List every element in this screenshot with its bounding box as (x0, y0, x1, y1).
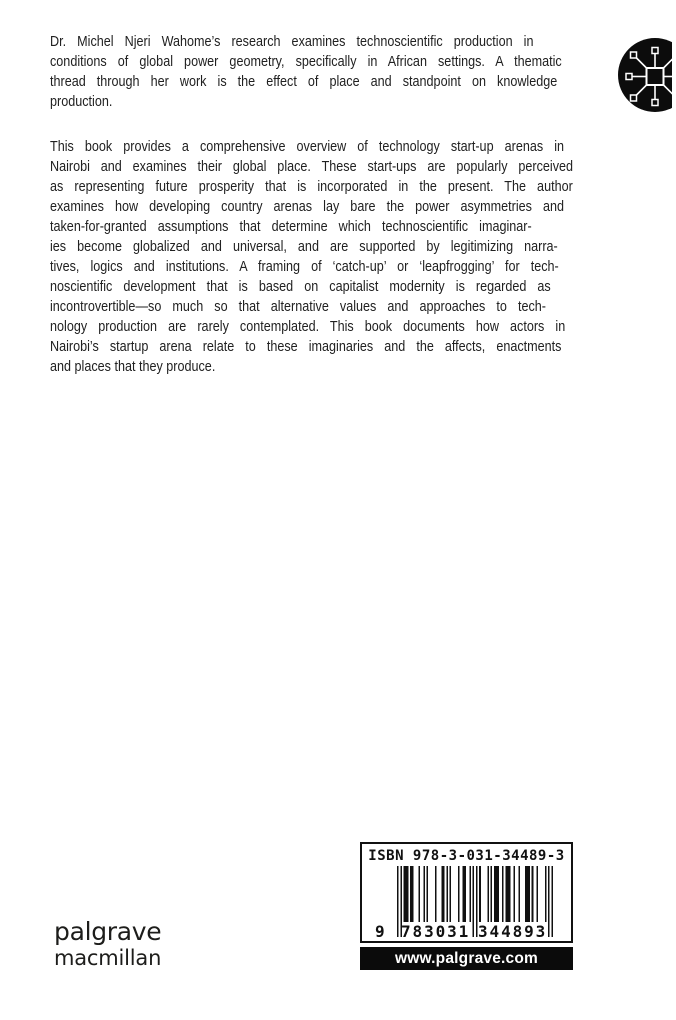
text-line: taken-for-granted assumptions that determine which technoscientific imaginar- (50, 218, 532, 235)
isbn-barcode-box (360, 842, 573, 943)
author-bio-paragraph (50, 32, 573, 112)
text-line: ies become globalized and universal, and are supported by legitimizing narra- (50, 238, 558, 255)
publisher-name-macmillan: macmillan (54, 946, 162, 970)
text-line: and places that they produce. (50, 358, 216, 375)
synopsis-paragraph (50, 137, 573, 377)
text-line: production. (50, 93, 113, 110)
text-line: noscientific development that is based on capitalist modernity is regarded as (50, 278, 551, 295)
text-line: conditions of global power geometry, specifically in African settings. A thematic (50, 53, 562, 70)
text-line: nology production are rarely contemplated. This book documents how actors in (50, 318, 566, 335)
publisher-website: www.palgrave.com (394, 950, 539, 967)
ean-right-group: 344893 (478, 922, 548, 941)
publisher-name-palgrave: palgrave (54, 917, 162, 946)
text-line: thread through her work is the effect of place and standpoint on knowledge (50, 73, 558, 90)
text-line: Nairobi and examines their global place. These start-ups are popularly perceived (50, 158, 574, 175)
blurb-block (50, 32, 573, 402)
text-line: as representing future prosperity that is incorporated in the present. The author (50, 178, 573, 195)
text-line: incontrovertible—so much so that alternative values and approaches to tech- (50, 298, 546, 315)
publisher-logo (54, 918, 161, 971)
text-line: tives, logics and institutions. A framing of ‘catch-up’ or ‘leapfrogging’ for tech- (50, 258, 559, 275)
text-line: examines how developing country arenas lay bare the power asymmetries and (50, 198, 565, 215)
text-line: This book provides a comprehensive overview of technology start-up arenas in (50, 138, 565, 155)
ean-first-digit: 9 (375, 922, 385, 941)
publisher-website-bar (360, 947, 573, 970)
text-line: Nairobi’s startup arena relate to these imaginaries and the affects, enactments (50, 338, 562, 355)
ean-left-group: 783031 (401, 922, 471, 941)
text-line: Dr. Michel Njeri Wahome’s research examines technoscientific production in (50, 33, 534, 50)
isbn-label: ISBN 978-3-031-34489-3 (368, 848, 565, 864)
network-node-icon (616, 36, 672, 116)
barcode-block (360, 842, 573, 970)
